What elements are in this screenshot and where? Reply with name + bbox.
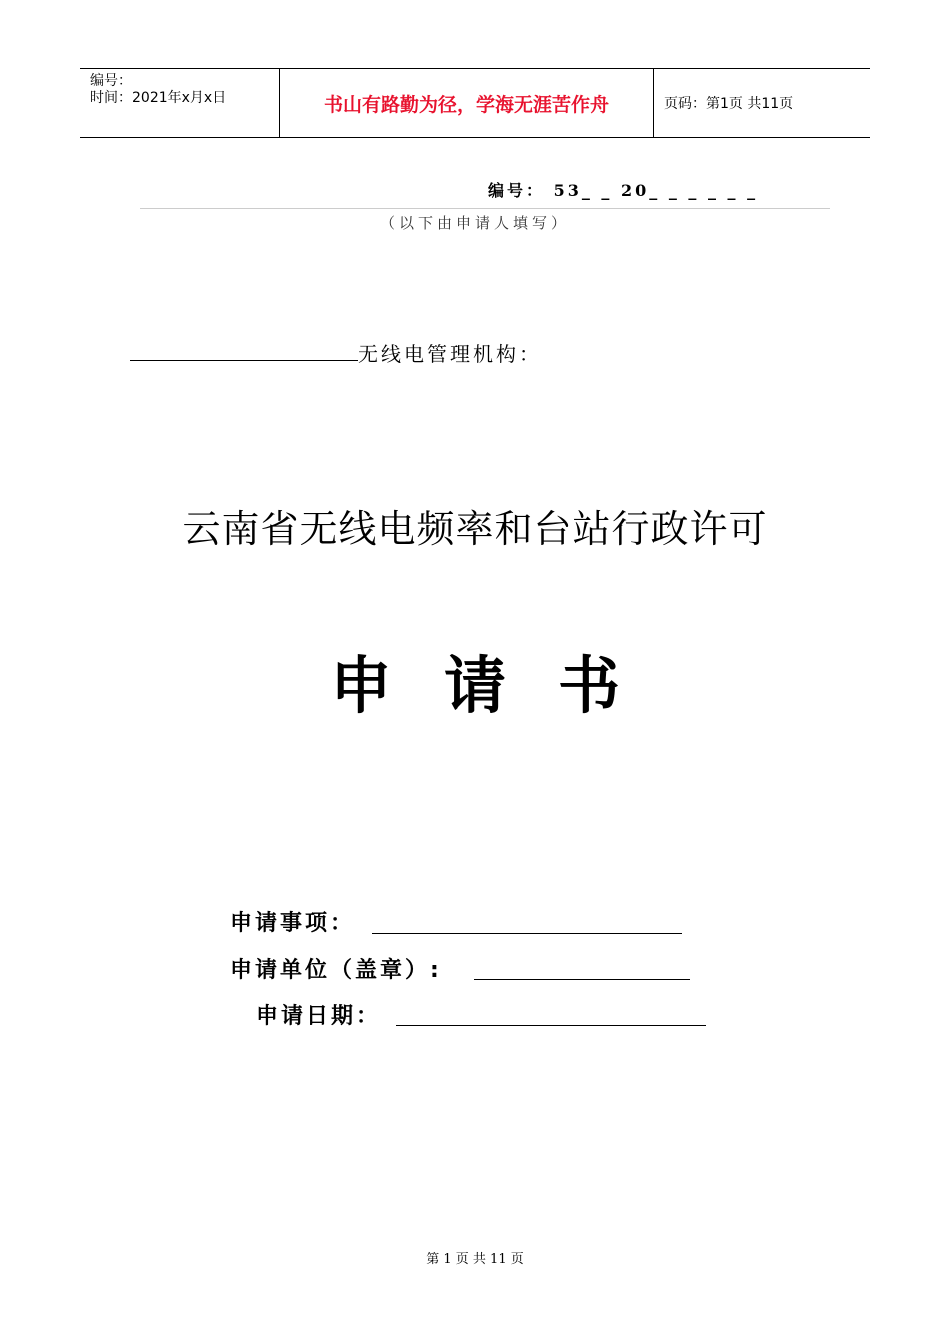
motto-cell bbox=[280, 69, 654, 137]
authority-label: 无线电管理机构： bbox=[358, 342, 542, 366]
divider-line bbox=[140, 208, 830, 209]
subtitle-char: 请 bbox=[443, 649, 506, 722]
unit-label: 申请单位（盖章）: bbox=[230, 958, 442, 983]
subtitle-char: 申 bbox=[329, 649, 392, 722]
date-blank-line bbox=[396, 1025, 706, 1026]
matter-label: 申请事项： bbox=[230, 911, 356, 936]
time-label: 时间：2021年x月x日 bbox=[90, 90, 227, 106]
motto-text: 书山有路勤为径，学海无涯苦作舟 bbox=[323, 93, 609, 116]
header-table bbox=[80, 68, 870, 138]
serial-number: 编号： 53_ _ 20_ _ _ _ _ _ bbox=[488, 181, 759, 200]
authority-blank-line bbox=[130, 360, 358, 361]
header-meta-cell bbox=[80, 69, 280, 137]
document-title: 云南省无线电频率和台站行政许可 bbox=[182, 507, 768, 551]
subtitle-char: 书 bbox=[558, 649, 621, 722]
matter-blank-line bbox=[372, 933, 682, 934]
fill-note: （以下由申请人填写） bbox=[379, 214, 570, 232]
date-label: 申请日期： bbox=[256, 1004, 382, 1029]
number-label: 编号： bbox=[90, 73, 132, 89]
page-info: 页码：第1页 共11页 bbox=[664, 96, 794, 112]
page-info-cell bbox=[654, 69, 870, 137]
document-subtitle bbox=[0, 636, 950, 725]
unit-blank-line bbox=[474, 979, 690, 980]
page-footer: 第 1 页 共 11 页 bbox=[426, 1252, 524, 1267]
